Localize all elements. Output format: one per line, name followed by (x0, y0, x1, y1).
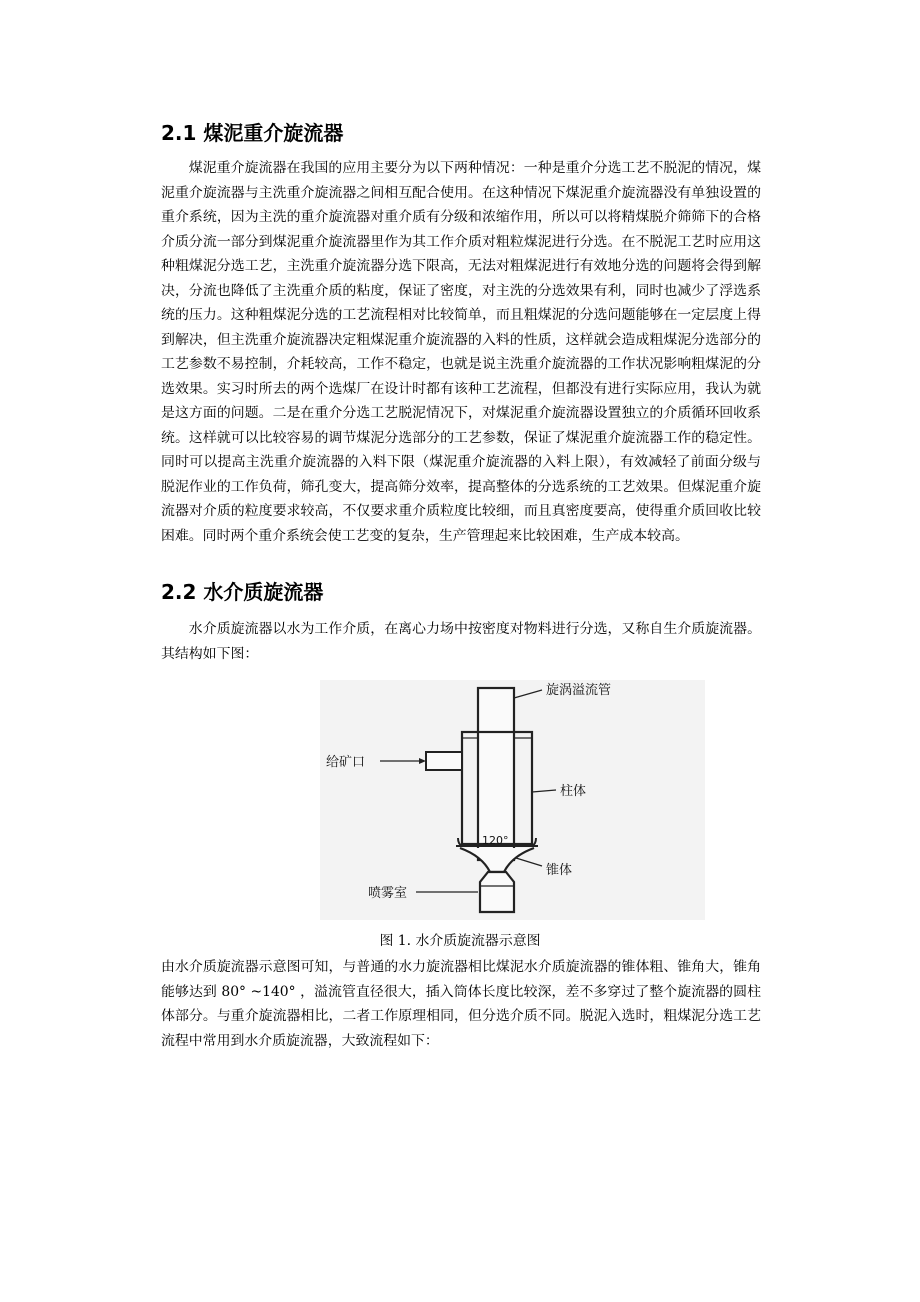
figure-caption: 图 1. 水介质旋流器示意图 (379, 933, 541, 949)
label-spray-chamber: 喷雾室 (368, 886, 408, 901)
section-2-1-paragraph: 煤泥重介旋流器在我国的应用主要分为以下两种情况：一种是重介分选工艺不脱泥的情况，煤泥重介旋流器与主洗重介旋流器之间相互配合使用。在这种情况下煤泥重介旋流器没有单独设置的重介系统，因为主洗的重介旋流器对重介质有分级和浓缩作用，所以可以将精煤脱介筛筛下的合格介质分流一部分到煤泥重介旋流器里作为其工作介质对粗粒煤泥进行分选。在不脱泥工艺时应用这种粗煤泥分选工艺，主洗重介旋流器分选下限高，无法对粗煤泥进行有效地分选的问题将会得到解决，分流也降低了主洗重介质的粘度，保证了密度，对主洗的分选效果有利，同时也减少了浮选系统的压力。这种粗煤泥分选的工艺流程相对比较简单，而且粗煤泥的分选问题能够在一定层度上得到解决，但主洗重介旋流器决定粗煤泥重介旋流器的入料的性质，这样就会造成粗煤泥分选部分的工艺参数不易控制，介耗较高，工作不稳定，也就是说主洗重介旋流器的工作状况影响粗煤泥的分选效果。实习时所去的两个选煤厂在设计时都有该种工艺流程，但都没有进行实际应用，我认为就是这方面的问题。二是在重介分选工艺脱泥情况下，对煤泥重介旋流器设置独立的介质循环回收系统。这样就可以比较容易的调节煤泥分选部分的工艺参数，保证了煤泥重介旋流器工作的稳定性。同时可以提高主洗重介旋流器的入料下限（煤泥重介旋流器的入料上限），有效减轻了前面分级与脱泥作业的工作负荷，筛孔变大，提高筛分效率，提高整体的分选系统的工艺效果。但煤泥重介旋流器对介质的粒度要求较高，不仅要求重介质粒度比较细，而且真密度要高，使得重介质回收比较困难。同时两个重介系统会使工艺变的复杂，生产管理起来比较困难，生产成本较高。 (161, 160, 761, 544)
section-2-2-paragraph: 水介质旋流器以水为工作介质，在离心力场中按密度对物料进行分选，又称自生介质旋流器。其结构如下图： (161, 621, 761, 662)
section-heading-2-1: 2.1 煤泥重介旋流器 (161, 121, 344, 145)
feed-inlet-shape (426, 752, 462, 770)
label-overflow-pipe: 旋涡溢流管 (546, 683, 612, 698)
label-cylinder: 柱体 (560, 784, 587, 799)
section-heading-2-2: 2.2 水介质旋流器 (161, 580, 324, 604)
spray-chamber-shape (480, 872, 514, 912)
hydrocyclone-diagram (320, 680, 705, 920)
label-angle: 120° (482, 834, 509, 847)
label-cone: 锥体 (546, 863, 573, 878)
label-feed-inlet: 给矿口 (326, 755, 366, 770)
closing-paragraph: 由水介质旋流器示意图可知，与普通的水力旋流器相比煤泥水介质旋流器的锥体粗、锥角大，锥角能够达到 80° ~140° ，溢流管直径很大，插入筒体长度比较深，差不多穿过了整个旋流器的圆柱体部分。与重介旋流器相比，二者工作原理相同，但分选介质不同。脱泥入选时，粗煤泥分选工艺流程中常用到水介质旋流器，大致流程如下： (161, 959, 761, 1049)
